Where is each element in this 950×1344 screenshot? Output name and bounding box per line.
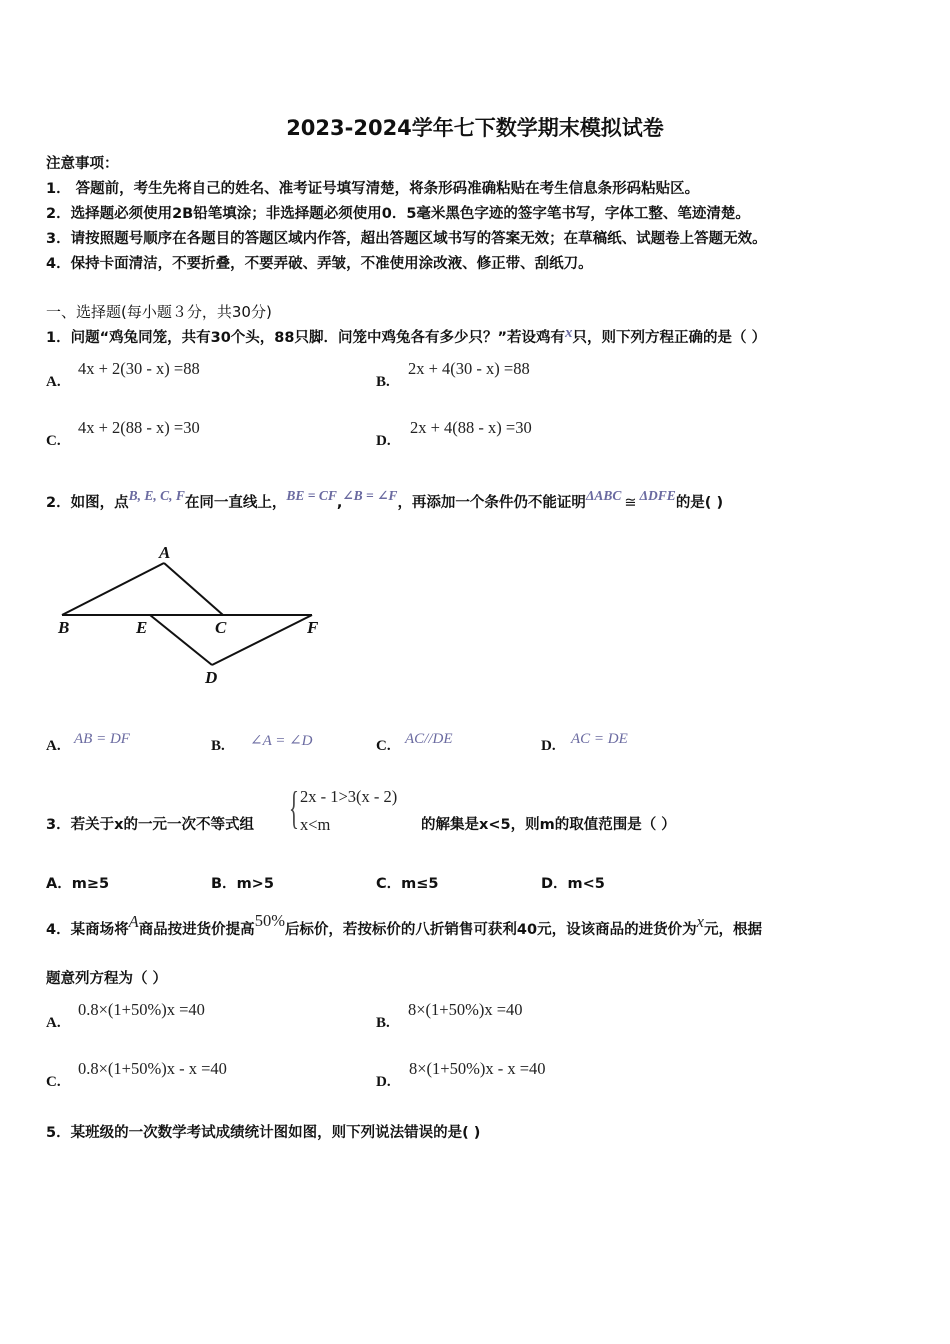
q2-option-a-label: A.: [46, 738, 61, 754]
q2-figure: [50, 538, 340, 693]
q1-option-a: 4x + 2(30 - x) =88: [78, 359, 200, 378]
notice-item: 2．选择题必须使用2B铅笔填涂；非选择题必须使用0．5毫米黑色字迹的签字笔书写，字体工整、笔迹清楚。: [46, 206, 750, 222]
q4-var-a: A: [128, 912, 139, 931]
q4-text-1: 4．某商场将: [46, 922, 129, 938]
q2-option-d: AC = DE: [571, 731, 628, 747]
q1-option-a-label: A.: [46, 374, 61, 390]
q4-var-x: x: [696, 912, 704, 931]
q2-text-3: ，再添加一个条件仍不能证明: [397, 495, 586, 511]
q4-option-d-label: D.: [376, 1074, 391, 1090]
figure-label-b: B: [58, 618, 70, 637]
q3-option-a: [46, 872, 109, 893]
q4-option-d: 8×(1+50%)x - x =40: [409, 1059, 546, 1078]
q2-option-c: AC//DE: [405, 731, 453, 747]
q1-text-a: 1．问题“鸡兔同笼，共有30个头，88只脚．问笼中鸡兔各有多少只？”若设鸡有: [46, 330, 566, 346]
q1-var: x: [565, 325, 573, 341]
q2-triangle-2: ΔDFE: [639, 488, 676, 503]
notice-heading: 注意事项：: [46, 156, 119, 172]
q2-congruent-symbol: ≅: [624, 495, 637, 511]
q1-option-b: 2x + 4(30 - x) =88: [408, 359, 530, 378]
segment-df: [212, 615, 312, 665]
figure-label-a: A: [159, 543, 171, 562]
q3-option-a-label: A．: [46, 876, 72, 892]
q3-brace: {: [289, 782, 299, 833]
q3-option-b-label: B．: [211, 876, 237, 892]
q2-eq2: ∠B = ∠F: [342, 488, 398, 503]
q4-option-a: 0.8×(1+50%)x =40: [78, 1000, 205, 1019]
q2-option-d-label: D.: [541, 738, 556, 754]
q3-option-b: [211, 872, 274, 893]
q1-option-b-label: B.: [376, 374, 390, 390]
q3-option-d-label: D．: [541, 876, 568, 892]
q2-triangle-1: ΔABC: [585, 488, 622, 503]
q2-option-a: AB = DF: [74, 731, 130, 747]
q4-option-b: 8×(1+50%)x =40: [408, 1000, 523, 1019]
q2-text-1: 2．如图，点: [46, 495, 129, 511]
q2-text-4: 的是( ): [675, 495, 724, 511]
q2-option-c-label: C.: [376, 738, 391, 754]
figure-label-d: D: [205, 668, 218, 687]
q1-option-d: 2x + 4(88 - x) =30: [410, 418, 532, 437]
figure-label-f: F: [307, 618, 319, 637]
figure-label-c: C: [215, 618, 227, 637]
section-heading: 一、选择题(每小题３分，共30分): [46, 303, 272, 321]
q4-text-2: 商品按进货价提高: [138, 922, 255, 938]
q4-stem: [46, 911, 762, 939]
q4-option-c-label: C.: [46, 1074, 61, 1090]
q3-option-c: [376, 872, 439, 893]
q4-text-4: 元，根据: [703, 922, 762, 938]
figure-label-e: E: [136, 618, 148, 637]
q3-option-d: [541, 872, 605, 893]
notice-item: 4．保持卡面清洁，不要折叠，不要弄破、弄皱，不准使用涂改液、修正带、刮纸刀。: [46, 256, 593, 272]
q4-option-b-label: B.: [376, 1015, 390, 1031]
notice-item: 3．请按照题号顺序在各题目的答题区域内作答，超出答题区域书写的答案无效；在草稿纸、试题卷上答题无效。: [46, 231, 767, 247]
q1-text-b: 只，则下列方程正确的是（ ）: [572, 330, 767, 346]
segment-ac: [164, 563, 223, 615]
q3-ineq-1: 2x - 1>3(x - 2): [300, 787, 398, 806]
q2-eq1: BE = CF: [286, 488, 337, 503]
q4-text-3: 后标价，若按标价的八折销售可获利40元，设该商品的进货价为: [284, 922, 697, 938]
q4-option-c: 0.8×(1+50%)x - x =40: [78, 1059, 227, 1078]
q3-text-2: 的解集是x<5，则m的取值范围是（ ）: [421, 817, 676, 833]
q1-option-d-label: D.: [376, 433, 391, 449]
notice-item: 1． 答题前，考生先将自己的姓名、准考证号填写清楚，将条形码准确粘贴在考生信息条形码粘贴区。: [46, 181, 700, 197]
q2-option-b-label: B.: [211, 738, 225, 754]
q4-text-line2: 题意列方程为（ ）: [46, 971, 168, 987]
q3-option-c-text: m≤5: [401, 876, 439, 892]
q3-ineq-2: x<m: [300, 815, 331, 834]
page-title: 2023-2024学年七下数学期末模拟试卷: [286, 116, 664, 140]
q3-option-b-text: m>5: [236, 876, 274, 892]
segment-ed: [150, 615, 212, 665]
q2-stem: [46, 488, 724, 512]
q3-option-d-text: m<5: [567, 876, 605, 892]
q2-comma: ,: [336, 495, 343, 511]
q2-points: B, E, C, F: [128, 488, 185, 503]
q1-option-c: 4x + 2(88 - x) =30: [78, 418, 200, 437]
q2-option-b: ∠A = ∠D: [250, 733, 313, 749]
q1-stem: [46, 326, 766, 347]
q5-stem: 5．某班级的一次数学考试成绩统计图如图，则下列说法错误的是( ): [46, 1125, 481, 1141]
q3-option-c-label: C．: [376, 876, 402, 892]
q4-percent: 50%: [254, 911, 285, 930]
q1-option-c-label: C.: [46, 433, 61, 449]
q2-text-2: 在同一直线上，: [184, 495, 287, 511]
q4-option-a-label: A.: [46, 1015, 61, 1031]
q3-option-a-text: m≥5: [71, 876, 110, 892]
q3-text-1: 3．若关于x的一元一次不等式组: [46, 817, 254, 833]
segment-ba: [62, 563, 164, 615]
